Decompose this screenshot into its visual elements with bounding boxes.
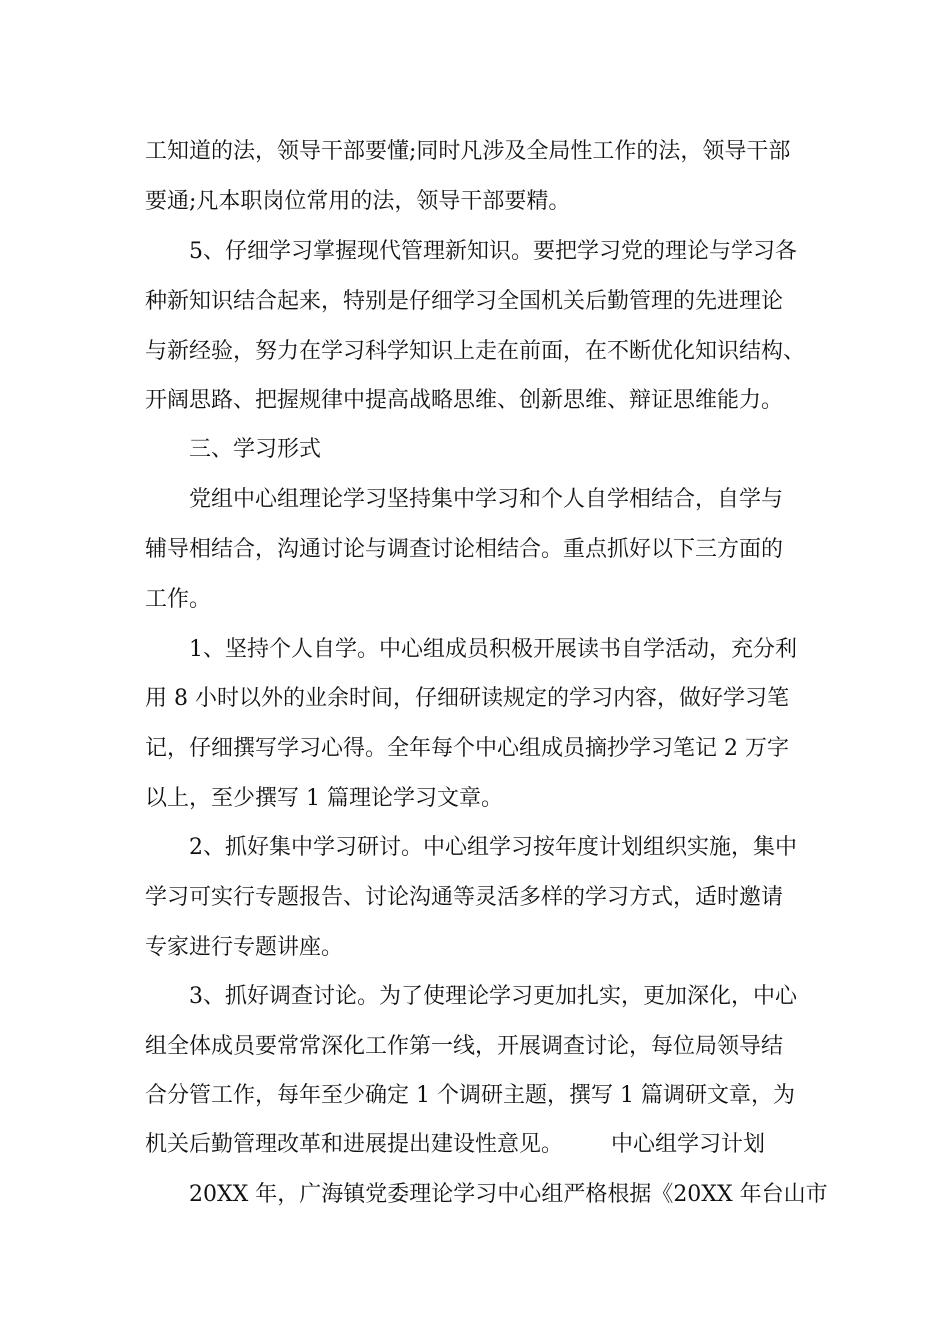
text-line: 种新知识结合起来，特别是仔细学习全国机关后勤管理的先进理论 [145, 289, 784, 314]
text-line-with-title [145, 1130, 765, 1160]
text-line: 组全体成员要常常深化工作第一线，开展调查讨论，每位局领导结 [145, 1034, 784, 1059]
text-line: 工知道的法，领导干部要懂;同时凡涉及全局性工作的法，领导干部 [145, 139, 791, 164]
text-line: 开阔思路、把握规律中提高战略思维、创新思维、辩证思维能力。 [145, 388, 784, 413]
text-line: 用 8 小时以外的业余时间，仔细研读规定的学习内容，做好学习笔 [145, 686, 789, 711]
text-line: 工作。 [145, 587, 212, 612]
section-heading: 三、学习形式 [189, 437, 322, 462]
text-line: 学习可实行专题报告、讨论沟通等灵活多样的学习方式，适时邀请 [145, 885, 784, 910]
text-line: 以上，至少撰写 1 篇理论学习文章。 [145, 786, 503, 811]
text-line: 要通;凡本职岗位常用的法，领导干部要精。 [145, 189, 571, 214]
paragraph-first-line: 3、抓好调查讨论。为了使理论学习更加扎实，更加深化，中心 [189, 984, 797, 1009]
text-line: 机关后勤管理改革和进展提出建设性意见。 [145, 1132, 564, 1157]
inline-title: 中心组学习计划 [611, 1132, 766, 1157]
text-line: 辅导相结合，沟通讨论与调查讨论相结合。重点抓好以下三方面的 [145, 537, 784, 562]
paragraph-first-line: 20XX 年，广海镇党委理论学习中心组严格根据《20XX 年台山市 [189, 1182, 828, 1207]
paragraph-first-line: 2、抓好集中学习研讨。中心组学习按年度计划组织实施，集中 [189, 835, 797, 860]
paragraph-first-line: 5、仔细学习掌握现代管理新知识。要把学习党的理论与学习各 [189, 239, 797, 264]
text-line: 合分管工作，每年至少确定 1 个调研主题，撰写 1 篇调研文章，为 [145, 1083, 795, 1108]
paragraph-first-line: 党组中心组理论学习坚持集中学习和个人自学相结合，自学与 [189, 487, 784, 512]
text-line: 记，仔细撰写学习心得。全年每个中心组成员摘抄学习笔记 2 万字 [145, 736, 789, 761]
paragraph-first-line: 1、坚持个人自学。中心组成员积极开展读书自学活动，充分利 [189, 637, 797, 662]
text-line: 与新经验，努力在学习科学知识上走在前面，在不断优化知识结构、 [145, 339, 806, 364]
text-line: 专家进行专题讲座。 [145, 935, 344, 960]
